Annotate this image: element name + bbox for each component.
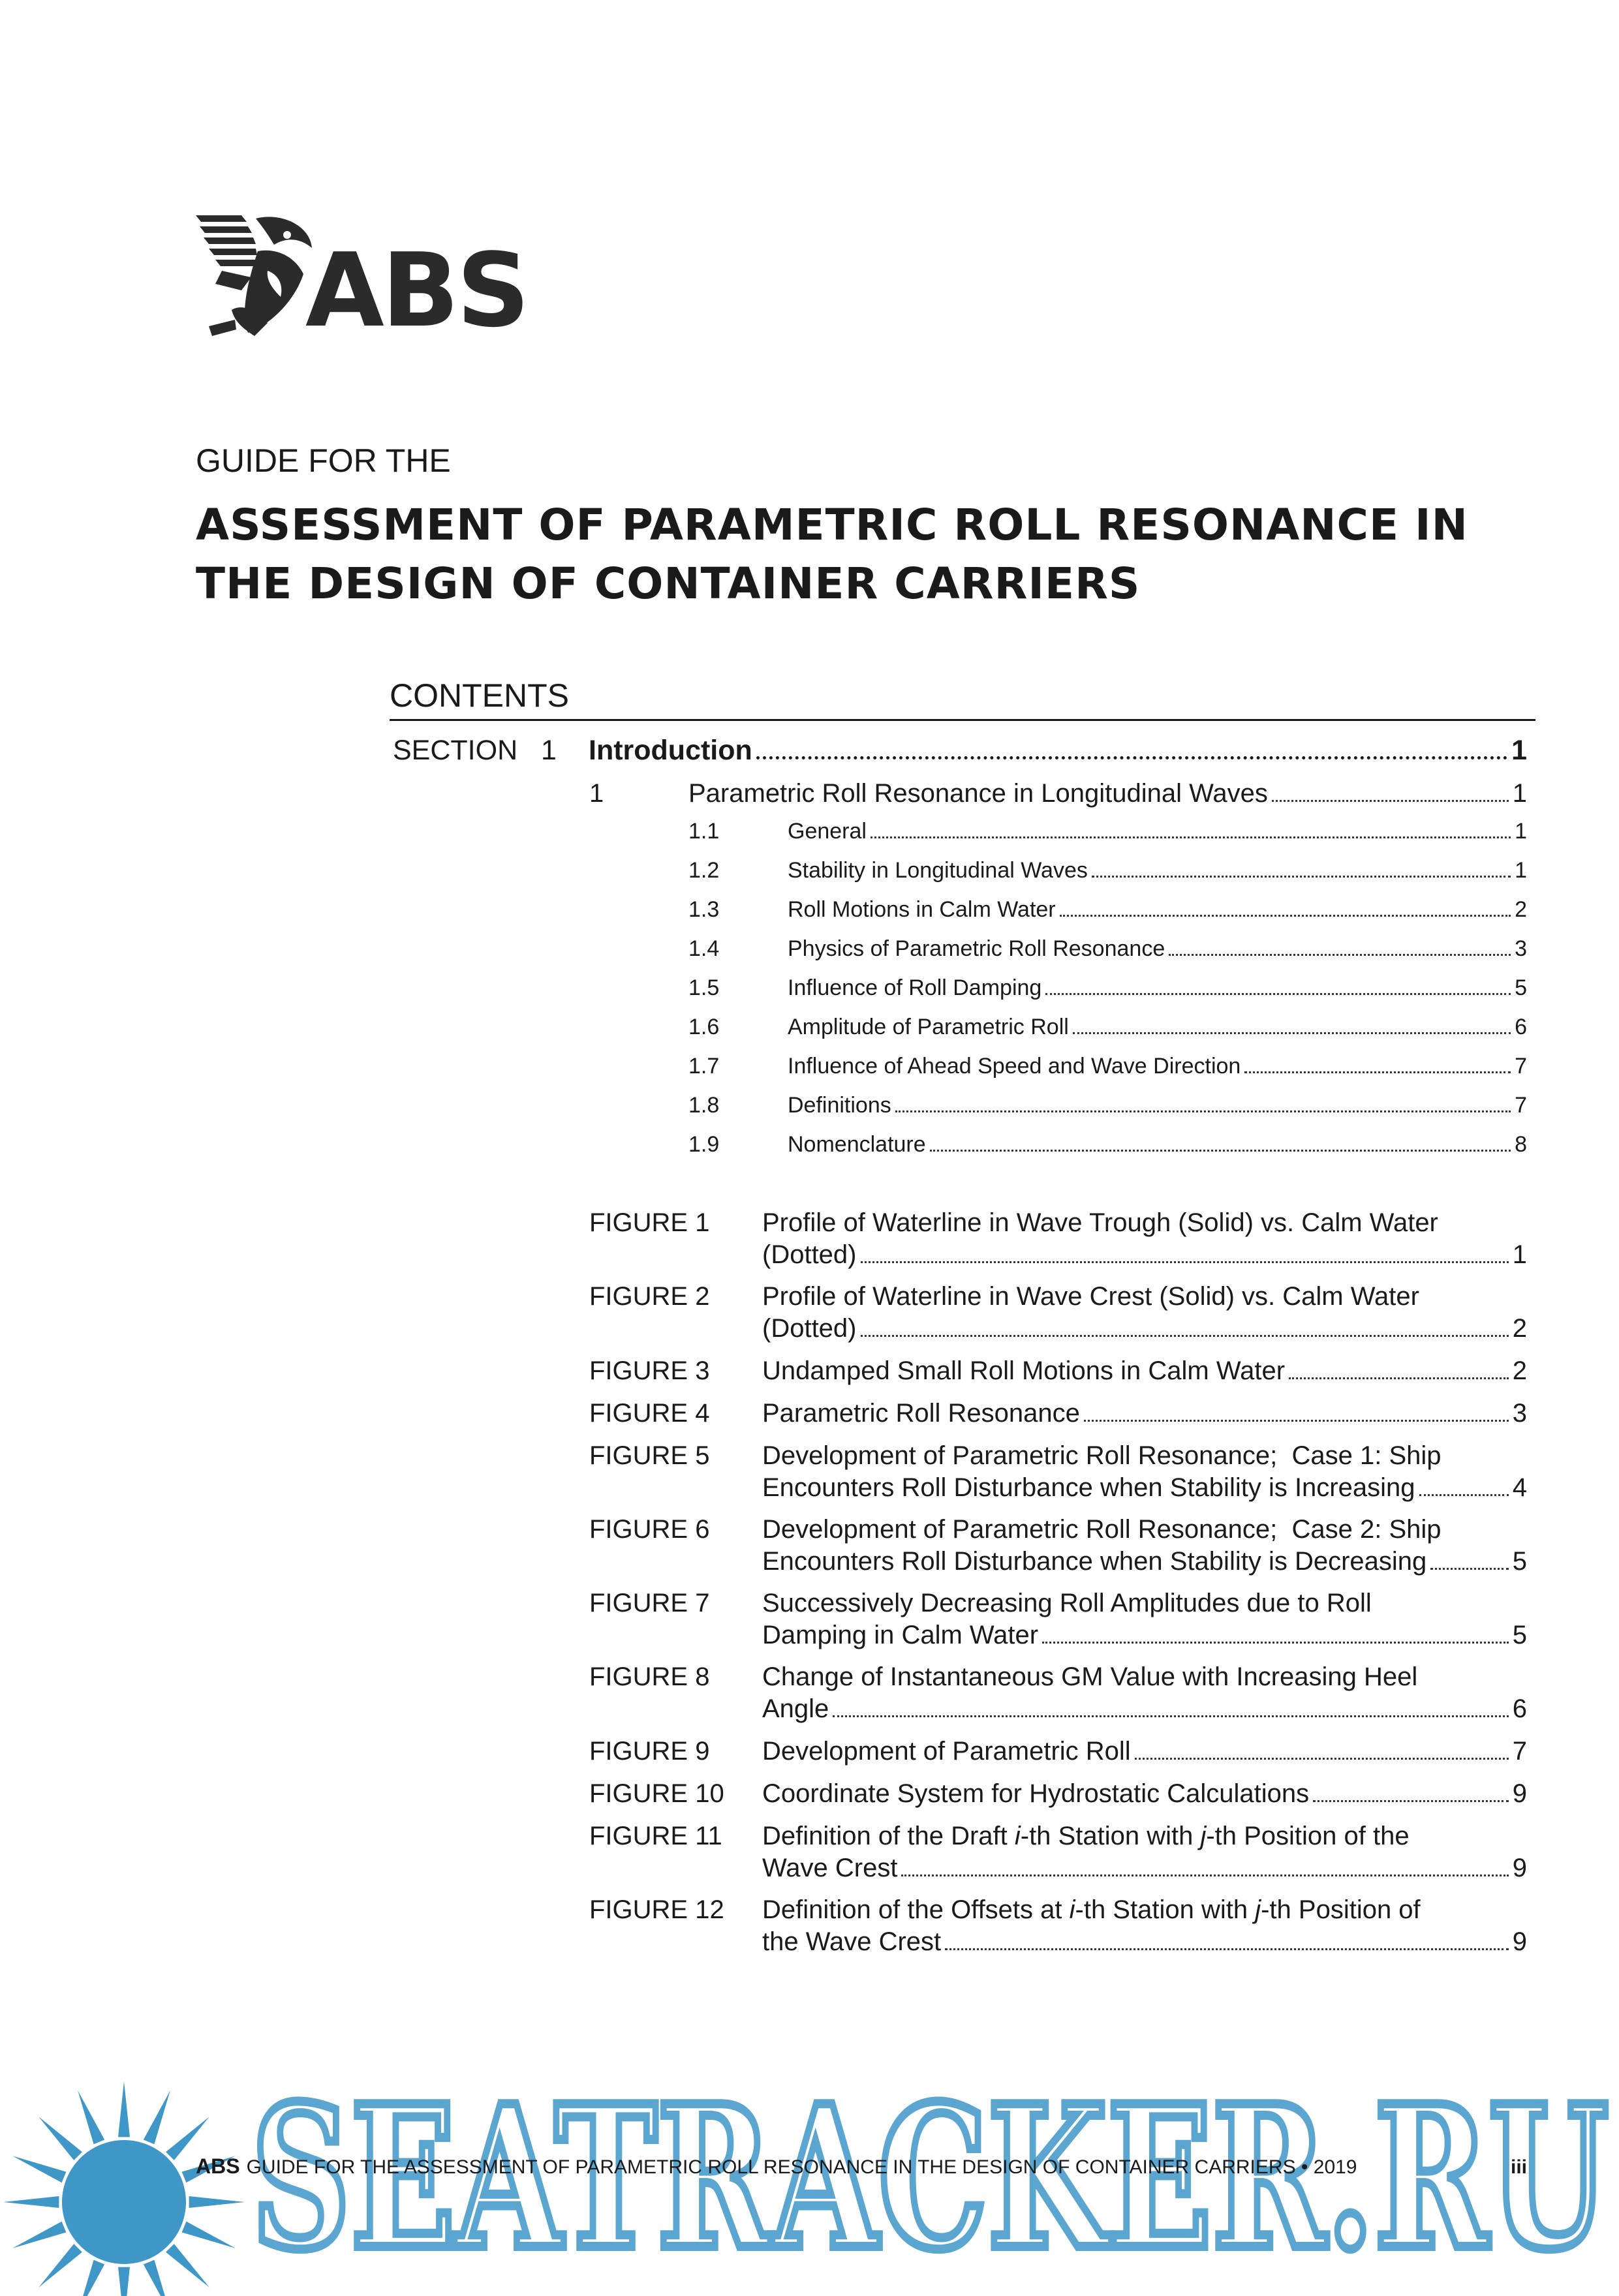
dot-leader bbox=[1169, 954, 1511, 956]
figure-title-line-row bbox=[762, 1619, 1527, 1651]
figure-title-line: Encounters Roll Disturbance when Stability is Decreasing bbox=[762, 1547, 1427, 1576]
figure-title-line-row bbox=[762, 1852, 1527, 1884]
figure-entry bbox=[762, 1894, 1527, 1958]
item-page: 2 bbox=[1515, 897, 1527, 922]
dot-leader bbox=[756, 756, 1507, 759]
contents-heading: CONTENTS bbox=[390, 677, 569, 714]
toc-figure-row[interactable] bbox=[589, 1355, 1527, 1387]
dot-leader bbox=[1430, 1568, 1508, 1570]
figure-page: 1 bbox=[1512, 1240, 1527, 1269]
figure-title-line: Development of Parametric Roll bbox=[762, 1737, 1131, 1766]
sun-ray bbox=[118, 2081, 130, 2137]
toc-figure-row[interactable] bbox=[589, 1281, 1527, 1345]
figure-title-line: (Dotted) bbox=[762, 1314, 857, 1343]
item-page: 8 bbox=[1515, 1132, 1527, 1157]
figure-title-line-row bbox=[762, 1778, 1527, 1810]
figure-title-line: Wave Crest bbox=[762, 1854, 898, 1882]
figure-page: 9 bbox=[1512, 1779, 1527, 1808]
figure-label: FIGURE 6 bbox=[589, 1515, 710, 1544]
item-number: 1.2 bbox=[688, 858, 720, 883]
item-number: 1.5 bbox=[688, 975, 720, 1000]
dot-leader bbox=[1045, 993, 1511, 995]
item-number: 1.9 bbox=[688, 1132, 720, 1157]
figure-label: FIGURE 4 bbox=[589, 1399, 710, 1428]
figure-title-line: (Dotted) bbox=[762, 1240, 857, 1269]
sun-ray bbox=[144, 2090, 170, 2144]
eagle-icon bbox=[196, 212, 313, 343]
subsection-page: 1 bbox=[1512, 779, 1527, 808]
abs-logo bbox=[196, 212, 535, 350]
figure-title-line: Profile of Waterline in Wave Crest (Solid) vs. Calm Water bbox=[762, 1282, 1419, 1311]
figure-title-line-row bbox=[762, 1355, 1527, 1387]
item-title: Roll Motions in Calm Water bbox=[788, 897, 1056, 922]
figure-title-line: Parametric Roll Resonance bbox=[762, 1399, 1080, 1428]
subsection-number: 1 bbox=[589, 779, 604, 808]
item-title: General bbox=[788, 819, 867, 844]
figure-label: FIGURE 5 bbox=[589, 1441, 710, 1470]
dot-leader bbox=[861, 1261, 1509, 1263]
sun-ray bbox=[78, 2090, 104, 2144]
contents-divider bbox=[390, 719, 1535, 721]
subsection-title: Parametric Roll Resonance in Longitudinal Waves bbox=[688, 779, 1268, 808]
figure-label: FIGURE 1 bbox=[589, 1208, 710, 1237]
figure-title-line: Angle bbox=[762, 1694, 829, 1723]
figure-title-line-row bbox=[762, 1239, 1527, 1271]
footer-page-number: iii bbox=[1510, 2156, 1527, 2178]
toc-figure-row[interactable] bbox=[589, 1894, 1527, 1958]
figure-label: FIGURE 9 bbox=[589, 1737, 710, 1766]
figure-page: 5 bbox=[1512, 1547, 1527, 1576]
figure-entry bbox=[762, 1355, 1527, 1387]
dot-leader bbox=[1244, 1071, 1511, 1073]
figure-label: FIGURE 10 bbox=[589, 1779, 724, 1808]
item-title: Nomenclature bbox=[788, 1132, 926, 1157]
dot-leader bbox=[1073, 1032, 1511, 1034]
page-footer bbox=[196, 2153, 1527, 2181]
dot-leader bbox=[1419, 1494, 1509, 1496]
figure-page: 6 bbox=[1512, 1694, 1527, 1723]
sun-ray bbox=[3, 2196, 59, 2208]
dot-leader bbox=[945, 1948, 1509, 1950]
toc-figure-row[interactable] bbox=[589, 1587, 1527, 1651]
figure-title-line: Encounters Roll Disturbance when Stability is Increasing bbox=[762, 1473, 1415, 1502]
figure-entry bbox=[762, 1514, 1527, 1578]
figure-entry bbox=[762, 1661, 1527, 1725]
figure-title-line: Definition of the Offsets at i-th Station with j-th Position of bbox=[762, 1895, 1421, 1924]
figure-title-line: Coordinate System for Hydrostatic Calculations bbox=[762, 1779, 1310, 1808]
item-number: 1.1 bbox=[688, 819, 720, 844]
item-title: Stability in Longitudinal Waves bbox=[788, 858, 1088, 883]
sun-ray bbox=[118, 2267, 130, 2296]
dot-leader bbox=[930, 1150, 1511, 1152]
toc-figure-row[interactable] bbox=[589, 1398, 1527, 1430]
figure-title-line-row bbox=[762, 1693, 1527, 1725]
logo-text: ABS bbox=[305, 231, 527, 350]
toc-figure-row[interactable] bbox=[589, 1661, 1527, 1725]
figure-title-line: the Wave Crest bbox=[762, 1927, 942, 1956]
item-number: 1.3 bbox=[688, 897, 720, 922]
figure-entry bbox=[762, 1440, 1527, 1504]
figure-page: 9 bbox=[1512, 1927, 1527, 1956]
figure-title-line-row bbox=[762, 1472, 1527, 1504]
footer-brand: ABS bbox=[196, 2154, 240, 2178]
item-page: 7 bbox=[1515, 1054, 1527, 1079]
figure-title-line: Definition of the Draft i-th Station with j-th Position of the bbox=[762, 1822, 1410, 1850]
item-number: 1.8 bbox=[688, 1093, 720, 1118]
figure-title-line: Successively Decreasing Roll Amplitudes due to Roll bbox=[762, 1589, 1372, 1617]
figure-title-line-row bbox=[762, 1313, 1527, 1345]
figure-entry bbox=[762, 1820, 1527, 1884]
toc-item-row[interactable] bbox=[688, 816, 1527, 847]
figure-label: FIGURE 3 bbox=[589, 1356, 710, 1385]
item-number: 1.6 bbox=[688, 1015, 720, 1039]
item-title: Definitions bbox=[788, 1093, 891, 1118]
dot-leader bbox=[871, 836, 1511, 838]
dot-leader bbox=[833, 1715, 1508, 1717]
figure-page: 4 bbox=[1512, 1473, 1527, 1502]
figure-page: 2 bbox=[1512, 1314, 1527, 1343]
dot-leader bbox=[901, 1875, 1508, 1876]
toc-item-row[interactable] bbox=[688, 894, 1527, 925]
figure-entry bbox=[762, 1778, 1527, 1810]
figure-title-line: Undamped Small Roll Motions in Calm Water bbox=[762, 1356, 1286, 1385]
toc-figure-row[interactable] bbox=[589, 1514, 1527, 1578]
item-title: Influence of Ahead Speed and Wave Direction bbox=[788, 1054, 1241, 1079]
toc-item-row[interactable] bbox=[688, 1011, 1527, 1043]
figure-label: FIGURE 2 bbox=[589, 1282, 710, 1311]
toc-item-row[interactable] bbox=[688, 1129, 1527, 1160]
dot-leader bbox=[1289, 1377, 1509, 1379]
dot-leader bbox=[1313, 1800, 1509, 1802]
toc-subsection-row[interactable] bbox=[589, 775, 1527, 812]
toc-item-row[interactable] bbox=[688, 1050, 1527, 1082]
figure-entry bbox=[762, 1736, 1527, 1768]
figure-title-line: Damping in Calm Water bbox=[762, 1621, 1039, 1649]
toc-item-row[interactable] bbox=[688, 972, 1527, 1003]
title-line-2: THE DESIGN OF CONTAINER CARRIERS bbox=[196, 559, 1141, 609]
dot-leader bbox=[895, 1110, 1511, 1112]
dot-leader bbox=[1060, 915, 1511, 917]
dot-leader bbox=[1042, 1642, 1509, 1644]
sun-ray bbox=[78, 2260, 104, 2296]
guide-for-label: GUIDE FOR THE bbox=[196, 442, 451, 479]
item-title: Amplitude of Parametric Roll bbox=[788, 1015, 1069, 1039]
dot-leader bbox=[1092, 876, 1511, 878]
figure-page: 5 bbox=[1512, 1621, 1527, 1649]
toc-item-row[interactable] bbox=[688, 933, 1527, 964]
figure-title-line: Profile of Waterline in Wave Trough (Solid) vs. Calm Water bbox=[762, 1208, 1438, 1237]
figure-title-line-row bbox=[762, 1736, 1527, 1768]
item-page: 1 bbox=[1515, 819, 1527, 844]
dot-leader bbox=[1272, 800, 1509, 802]
item-page: 1 bbox=[1515, 858, 1527, 883]
item-number: 1.7 bbox=[688, 1054, 720, 1079]
item-page: 7 bbox=[1515, 1093, 1527, 1118]
figure-entry bbox=[762, 1398, 1527, 1430]
sun-ray bbox=[189, 2196, 245, 2208]
figure-page: 3 bbox=[1512, 1399, 1527, 1428]
section-page: 1 bbox=[1511, 735, 1527, 766]
figure-entry bbox=[762, 1281, 1527, 1345]
section-label: SECTION 1 bbox=[393, 735, 557, 766]
dot-leader bbox=[1135, 1758, 1509, 1760]
item-page: 3 bbox=[1515, 936, 1527, 961]
figure-page: 9 bbox=[1512, 1854, 1527, 1882]
item-page: 6 bbox=[1515, 1015, 1527, 1039]
figure-entry bbox=[762, 1207, 1527, 1271]
toc-figure-row[interactable] bbox=[589, 1207, 1527, 1271]
toc-item-row[interactable] bbox=[688, 855, 1527, 886]
footer-text: GUIDE FOR THE ASSESSMENT OF PARAMETRIC ROLL RESONANCE IN THE DESIGN OF CONTAINER CARRIERS • 2019 bbox=[246, 2156, 1357, 2178]
item-number: 1.4 bbox=[688, 936, 720, 961]
sun-ray bbox=[39, 2117, 82, 2160]
figure-label: FIGURE 8 bbox=[589, 1662, 710, 1691]
dot-leader bbox=[1084, 1420, 1509, 1422]
figure-label: FIGURE 7 bbox=[589, 1589, 710, 1617]
figure-title-line-row bbox=[762, 1926, 1527, 1958]
section-title: Introduction bbox=[589, 735, 752, 766]
item-title: Physics of Parametric Roll Resonance bbox=[788, 936, 1165, 961]
figure-label: FIGURE 11 bbox=[589, 1822, 722, 1850]
figure-title-line-row bbox=[762, 1546, 1527, 1578]
item-page: 5 bbox=[1515, 975, 1527, 1000]
toc-figure-row[interactable] bbox=[589, 1778, 1527, 1810]
toc-figure-row[interactable] bbox=[589, 1820, 1527, 1884]
figure-title-line-row bbox=[762, 1398, 1527, 1430]
watermark-text: SEATRACKER.RU bbox=[251, 2080, 1609, 2276]
figure-title-line: Development of Parametric Roll Resonance; Case 2: Ship bbox=[762, 1515, 1442, 1544]
figure-page: 7 bbox=[1512, 1737, 1527, 1766]
figure-page: 2 bbox=[1512, 1356, 1527, 1385]
toc-item-row[interactable] bbox=[688, 1090, 1527, 1121]
item-title: Influence of Roll Damping bbox=[788, 975, 1042, 1000]
toc-figure-row[interactable] bbox=[589, 1440, 1527, 1504]
title-line-1: ASSESSMENT OF PARAMETRIC ROLL RESONANCE IN bbox=[196, 500, 1468, 550]
sun-ray bbox=[144, 2260, 170, 2296]
sun-ray bbox=[12, 2222, 66, 2248]
toc-figure-row[interactable] bbox=[589, 1736, 1527, 1768]
toc-section-row[interactable] bbox=[393, 731, 1527, 770]
sun-ray bbox=[12, 2156, 66, 2182]
figure-title-line: Change of Instantaneous GM Value with Increasing Heel bbox=[762, 1662, 1418, 1691]
figure-label: FIGURE 12 bbox=[589, 1895, 724, 1924]
document-title bbox=[196, 496, 1566, 613]
sun-ray bbox=[39, 2244, 82, 2288]
sun-ray bbox=[182, 2222, 236, 2248]
dot-leader bbox=[861, 1335, 1509, 1337]
figure-title-line: Development of Parametric Roll Resonance; Case 1: Ship bbox=[762, 1441, 1442, 1470]
figure-entry bbox=[762, 1587, 1527, 1651]
sun-ray bbox=[166, 2244, 209, 2288]
